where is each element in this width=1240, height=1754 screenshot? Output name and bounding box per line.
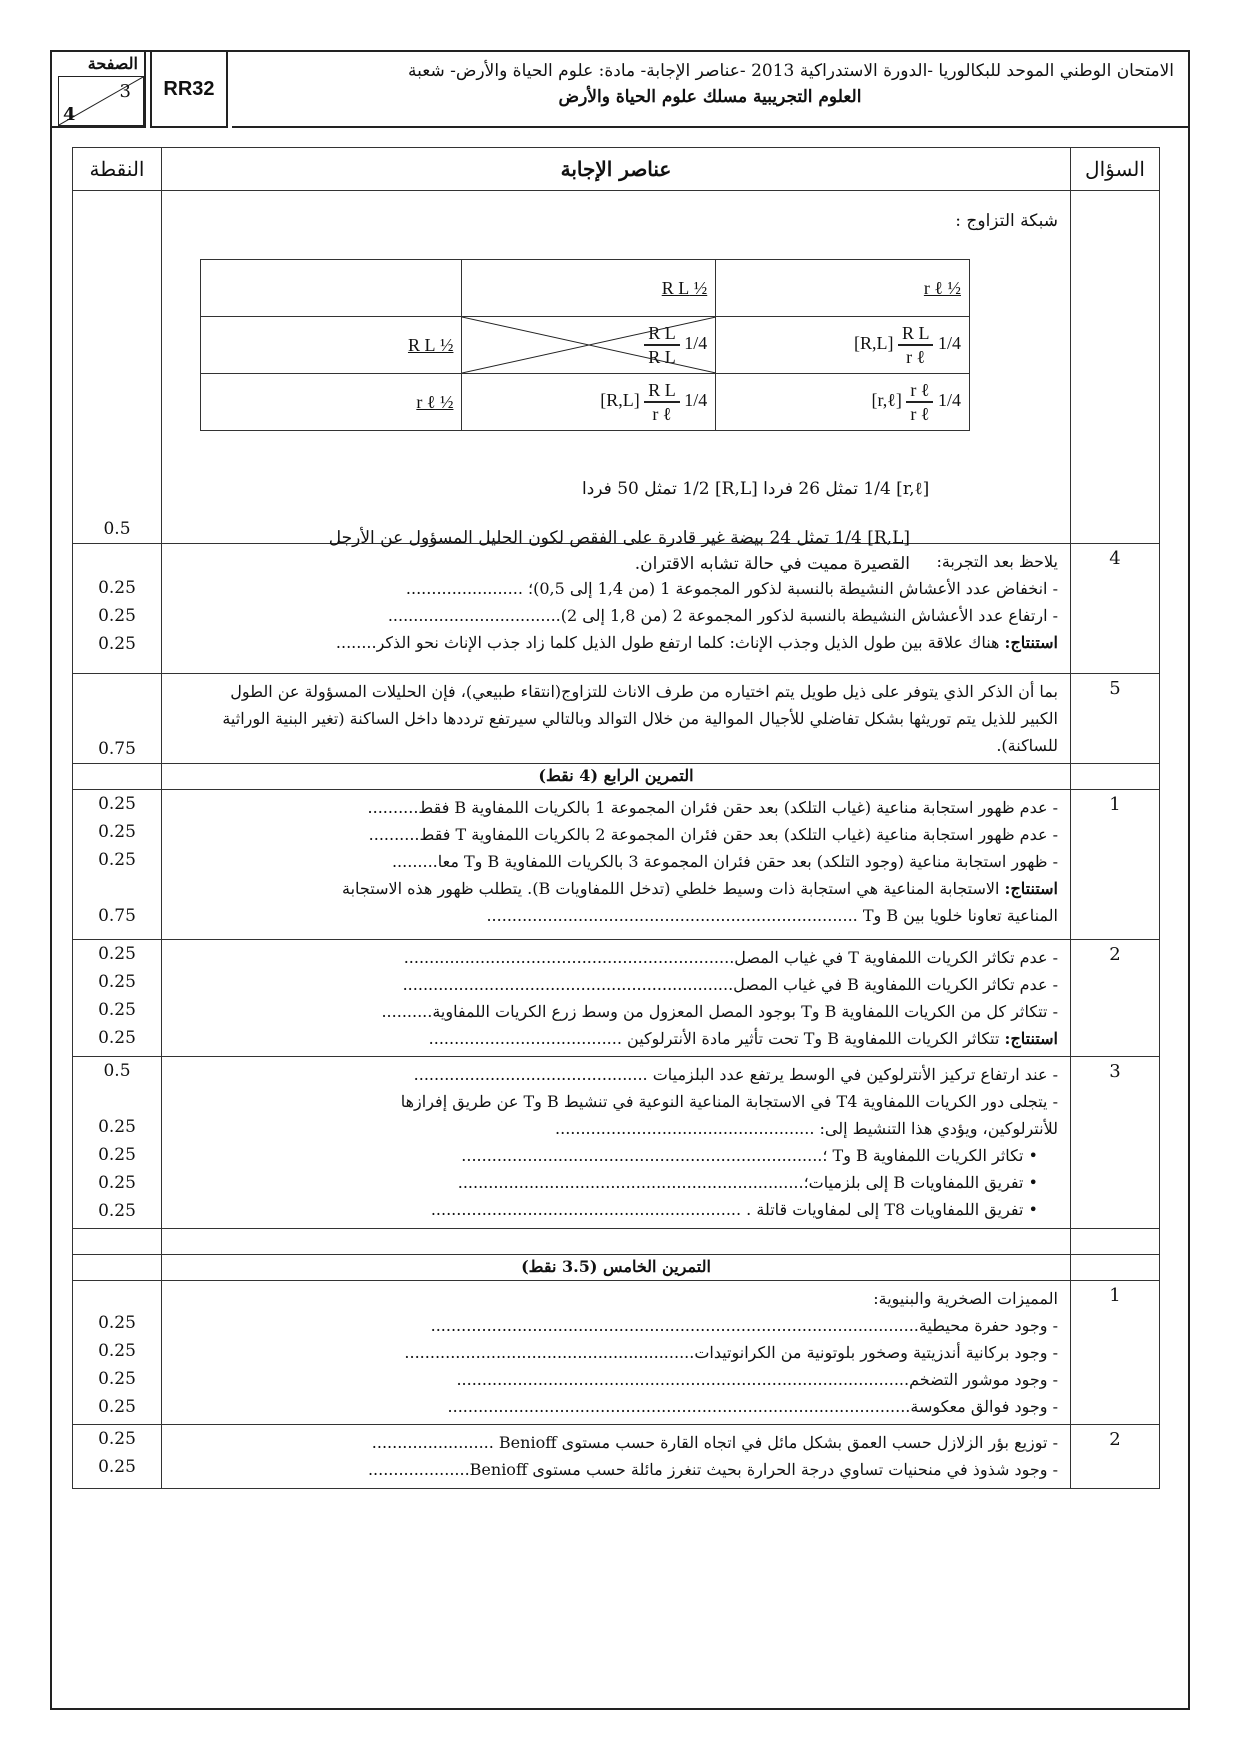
points-value: 0.25	[98, 1341, 136, 1361]
points-value: 0.25	[98, 1429, 136, 1449]
table-row	[73, 1255, 1160, 1281]
points-value: 0.25	[98, 1457, 136, 1477]
ex4q3-line-6: • تفريق اللمفاويات T8 إلى لمفاويات قاتلة . .............................................................	[430, 1200, 1038, 1219]
table-row	[73, 1425, 1160, 1489]
ex4q2-line-3: - تتكاثر كل من الكريات اللمفاوية B وT بوجود المصل المعزول من وسط زرع الكريات اللمفاوية..........	[381, 1002, 1058, 1021]
ex5q1-line-1: المميزات الصخرية والبنيوية:	[873, 1289, 1058, 1308]
punnett-summary-line: [r,ℓ] 1/4 تمثل 26 فردا [R,L] 1/2 تمثل 50 فردا	[582, 479, 930, 499]
ex4q1-line-2: - عدم ظهور استجابة مناعية (غياب التلكد) بعد حقن فئران المجموعة 2 بالكريات اللمفاوية T فقط..........	[368, 825, 1058, 844]
points-value: 0.25	[98, 1000, 136, 1020]
q4-line-1: يلاحظ بعد التجربة:	[936, 552, 1058, 571]
header-points: النقطة	[73, 148, 162, 191]
points-value: 0.5	[103, 1061, 131, 1081]
header-answer: عناصر الإجابة	[162, 148, 1071, 191]
q4-line-2: - انخفاض عدد الأعشاش النشيطة بالنسبة لذكور المجموعة 1 (من 1,4 إلى 0,5)؛ .......................	[405, 579, 1058, 598]
exam-title-line1: الامتحان الوطني الموحد للبكالوريا -الدورة الاستدراكية 2013 -عناصر الإجابة- مادة: علوم الحياة والأرض- شعبة	[408, 61, 1174, 81]
cell-r1c1-top: R L	[898, 322, 934, 346]
punnett-title: شبكة التزاوج :	[955, 211, 1058, 231]
ex4q1-line-1: - عدم ظهور استجابة مناعية (غياب التلكد) بعد حقن فئران المجموعة 1 بالكريات اللمفاوية B فقط..........	[367, 798, 1058, 817]
ex4q1-conclusion-label: استنتاج:	[1004, 879, 1058, 898]
points-value: 0.25	[98, 1313, 136, 1333]
table-row	[73, 191, 1160, 544]
points-value: 0.25	[98, 850, 136, 870]
ex4q3-line-2: - يتجلى دور الكريات اللمفاوية T4 في الاستجابة المناعية النوعية في تنشيط B وT عن طريق إفرازها	[400, 1092, 1058, 1111]
ex5q1-line-4: - وجود موشور التضخم.........................................................................................	[456, 1370, 1058, 1389]
cell-r1c2-frac: 1/4	[684, 333, 708, 354]
ex4q1-line-4: الاستجابة المناعية هي استجابة ذات وسيط خلطي (تدخل اللمفاويات B). يتطلب ظهور هذه الاستجابة	[342, 879, 1000, 898]
cell-r2c1-top: r ℓ	[906, 379, 933, 403]
cell-r1c1-frac: 1/4	[937, 333, 961, 354]
q4-line-3: - ارتفاع عدد الأعشاش النشيطة بالنسبة لذكور المجموعة 2 (من 1,8 إلى 2)..................................	[387, 606, 1058, 625]
table-row	[73, 1057, 1160, 1229]
points-value: 0.75	[98, 739, 136, 759]
ex4q2-line-4: تتكاثر الكريات اللمفاوية B وT تحت تأثير مادة الأنترلوكين ......................................	[428, 1029, 1000, 1048]
q5-text: بما أن الذكر الذي يتوفر على ذيل طويل يتم اختياره من طرف الاناث للتزاوج(انتقاء طبيعي)، فإن الحليلات المسؤولة عن الطول الكبير للذيل يتم توريثها بشكل تفاضلي للأجيال الموالية من خلال التوالد وبالتالي سيرتفع ترددها داخل الساكنة (تغير البنية الوراثية للساكنة).	[222, 682, 1058, 755]
question-number: 1	[1109, 794, 1121, 815]
question-number: 4	[1109, 548, 1121, 569]
table-header-row	[73, 148, 1160, 191]
points-value: 0.25	[98, 1173, 136, 1193]
points-value: 0.25	[98, 578, 136, 598]
cell-r2c2-pheno: [R,L]	[600, 390, 640, 411]
cell-r2c1-pheno: [r,ℓ]	[871, 390, 902, 411]
question-number: 2	[1109, 944, 1121, 965]
ex5q2-line-1: - توزيع بؤر الزلازل حسب العمق بشكل مائل في اتجاه القارة حسب مستوى Benioff ........................	[371, 1433, 1058, 1452]
points-value: 0.25	[98, 1117, 136, 1137]
points-value: 0.75	[98, 906, 136, 926]
points-value: 0.25	[98, 822, 136, 842]
ex4q3-line-4: • تكاثر الكريات اللمفاوية B وT ؛.......................................................................	[461, 1146, 1038, 1165]
gamete-col-2: ½ R L	[661, 277, 708, 298]
points-value: 0.25	[98, 1145, 136, 1165]
page-label: الصفحة	[87, 54, 138, 73]
table-row	[73, 764, 1160, 790]
exam-title-line2: العلوم التجريبية مسلك علوم الحياة والأرض	[558, 87, 862, 107]
ex5q1-line-2: - وجود حفرة محيطية................................................................................................	[430, 1316, 1058, 1335]
exercise-4-title: التمرين الرابع (4 نقط)	[162, 764, 1071, 790]
question-number: 2	[1109, 1429, 1121, 1450]
points-value: 0.25	[98, 634, 136, 654]
cell-r1c2-lethal	[462, 317, 716, 374]
points-value: 0.5	[103, 519, 131, 539]
ex4q2-line-2: - عدم تكاثر الكريات اللمفاوية B في غياب المصل.................................................................	[402, 975, 1058, 994]
ex4q3-line-5: • تفريق اللمفاويات B إلى بلزميات؛....................................................................	[457, 1173, 1038, 1192]
ex4q2-line-1: - عدم تكاثر الكريات اللمفاوية T في غياب المصل.................................................................	[403, 948, 1058, 967]
points-value: 0.25	[98, 794, 136, 814]
ex4q3-line-1: - عند ارتفاع تركيز الأنترلوكين في الوسط يرتفع عدد البلزميات ..............................................	[413, 1065, 1058, 1084]
ex4q1-line-5: المناعية تعاونا خلويا بين B وT .........................................................................	[486, 906, 1058, 925]
cell-r1c1-pheno: [R,L]	[853, 333, 894, 354]
gamete-row-1: ½ R L	[407, 334, 454, 355]
ex5q2-line-2: - وجود شذوذ في منحنيات تساوي درجة الحرارة بحيث تنغرز مائلة حسب مستوى Benioff....................	[367, 1460, 1058, 1479]
table-row	[73, 674, 1160, 764]
points-value: 0.25	[98, 1201, 136, 1221]
points-value: 0.25	[98, 1397, 136, 1417]
points-value: 0.25	[98, 944, 136, 964]
cell-r1c2-bottom: R L	[648, 347, 676, 367]
table-row	[73, 940, 1160, 1057]
page-current: 3	[119, 81, 131, 102]
cell-r2c2-frac: 1/4	[684, 390, 708, 411]
exercise-5-title: التمرين الخامس (3.5 نقط)	[162, 1255, 1071, 1281]
cell-r1c1-bottom: r ℓ	[906, 347, 926, 367]
q4-conclusion-label: استنتاج:	[1004, 633, 1058, 652]
page-fraction	[58, 76, 144, 126]
table-row	[73, 790, 1160, 940]
ex5q1-line-5: - وجود فوالق معكوسة...........................................................................................	[447, 1397, 1058, 1416]
ex4q3-line-3: للأنترلوكين، ويؤدي هذا التنشيط إلى: ...................................................	[555, 1119, 1058, 1138]
ex4q2-conclusion-label: استنتاج:	[1004, 1029, 1058, 1048]
question-number: 3	[1109, 1061, 1121, 1082]
ex5q1-line-3: - وجود بركانية أندزيتية وصخور بلوتونية من الكرانوتيدات.........................................................	[404, 1343, 1058, 1362]
ex4q1-line-3: - ظهور استجابة مناعية (وجود التلكد) بعد حقن فئران المجموعة 3 بالكريات اللمفاوية B وT معا.........	[391, 852, 1058, 871]
points-value: 0.25	[98, 1028, 136, 1048]
cell-r2c1-bottom: r ℓ	[910, 404, 930, 424]
table-row	[73, 1281, 1160, 1425]
q4-line-4: هناك علاقة بين طول الذيل وجذب الإناث: كلما ارتفع طول الذيل كلما زاد جذب الإناث نحو الذكر........	[335, 633, 1000, 652]
page-total: 4	[63, 104, 76, 125]
header-question: السؤال	[1071, 148, 1160, 191]
punnett-grid	[200, 259, 970, 431]
exam-title-box	[232, 50, 1190, 128]
exam-code: RR32	[150, 50, 228, 128]
gamete-row-2: ½ r ℓ	[416, 391, 454, 412]
points-value: 0.25	[98, 1369, 136, 1389]
gamete-col-1: ½ r ℓ	[923, 277, 961, 298]
question-number: 1	[1109, 1285, 1121, 1306]
answer-table	[72, 147, 1160, 1489]
cell-r2c1-frac: 1/4	[937, 390, 961, 411]
cell-r2c2-top: R L	[644, 379, 680, 403]
question-number: 5	[1109, 678, 1121, 699]
punnett-summary-para: [R,L] 1/4 تمثل 24 بيضة غير قادرة على الفقص لكون الحليل المسؤول عن الأرجل القصيرة مميت في حالة تشابه الاقتران.	[328, 528, 910, 574]
page-number-box	[50, 50, 146, 128]
cell-r2c2-bottom: r ℓ	[652, 404, 672, 424]
points-value: 0.25	[98, 606, 136, 626]
table-row	[73, 1229, 1160, 1255]
cell-r1c2-top: R L	[644, 322, 680, 346]
points-value: 0.25	[98, 972, 136, 992]
